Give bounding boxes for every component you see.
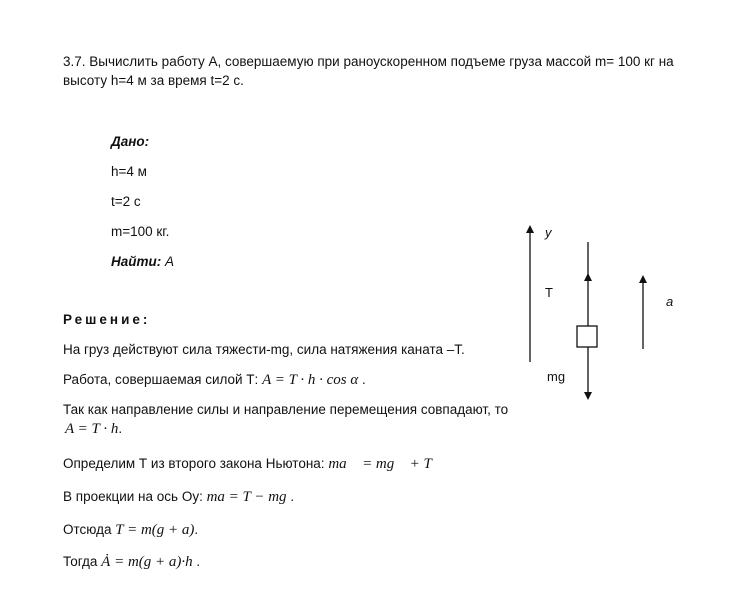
- label-a: a: [666, 294, 674, 309]
- solution-line-5: [63, 489, 294, 506]
- solution-line-2-end: .: [358, 372, 366, 387]
- solution-line-7-text: Тогда: [63, 554, 102, 569]
- given-t: t=2 с: [111, 194, 141, 209]
- load-box: [577, 326, 597, 347]
- tension-formula: T = m(g + a): [115, 522, 195, 538]
- solution-line-7: [63, 554, 200, 571]
- work-simplified-formula: A = T · h: [65, 421, 119, 437]
- solution-line-4: [63, 456, 444, 473]
- solution-line-2-text: Работа, совершаемая силой Т:: [63, 372, 263, 387]
- solution-line-3: Так как направление силы и направление перемещения совпадают, то: [63, 402, 509, 417]
- label-T: T: [545, 285, 553, 300]
- find-label: Найти:: [111, 254, 162, 269]
- solution-line-3b: [65, 421, 122, 438]
- solution-line-1: На груз действуют сила тяжести-mg, сила натяжения каната –Т.: [63, 342, 465, 357]
- newton-law-formula: ma⃗ = mg⃗ + T⃗: [328, 456, 444, 472]
- problem-line-1: 3.7. Вычислить работу А, совершаемую при раноускоренном подъеме груза массой m= 100 кг на: [63, 54, 674, 69]
- solution-line-3b-end: .: [118, 421, 123, 436]
- final-work-formula: Ȧ = m(g + a)·h: [101, 554, 193, 570]
- solution-title: Решение:: [63, 312, 151, 327]
- solution-line-6: [63, 522, 198, 539]
- solution-line-6-text: Отсюда: [63, 522, 116, 537]
- problem-line-2: высоту h=4 м за время t=2 с.: [63, 73, 244, 88]
- solution-line-6-end: .: [194, 522, 199, 537]
- solution-line-7-end: .: [192, 554, 201, 569]
- given-title: Дано:: [111, 134, 150, 149]
- given-m: m=100 кг.: [111, 224, 170, 239]
- given-h: h=4 м: [111, 164, 147, 179]
- solution-line-4-text: Определим Т из второго закона Ньютона:: [63, 456, 329, 471]
- work-formula: A = T · h · cos α: [262, 372, 359, 388]
- label-y: y: [545, 225, 552, 240]
- projection-formula: ma = T − mg: [206, 489, 287, 505]
- solution-line-5-text: В проекции на ось Oy:: [63, 489, 207, 504]
- find-value: А: [161, 254, 175, 269]
- solution-line-2: [63, 372, 366, 389]
- solution-line-5-end: .: [286, 489, 295, 504]
- label-mg: mg: [547, 369, 566, 384]
